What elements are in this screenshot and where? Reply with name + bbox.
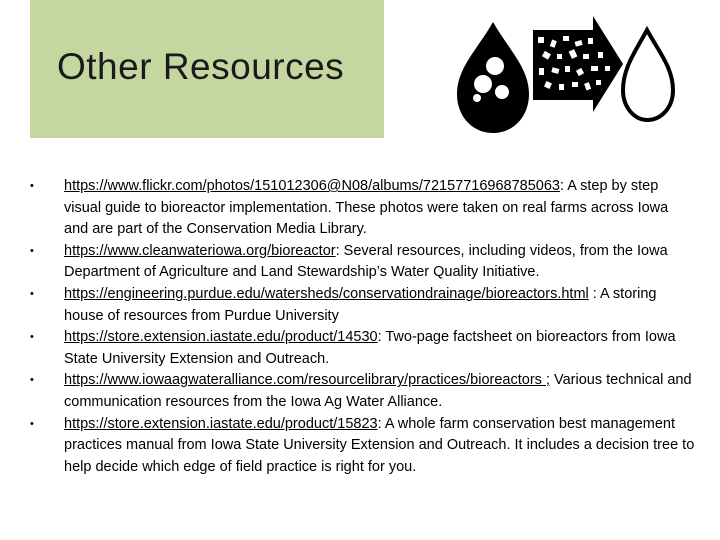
resource-link[interactable]: https://store.extension.iastate.edu/product/14530 bbox=[64, 329, 378, 346]
bullet-icon: • bbox=[30, 287, 34, 300]
resource-link[interactable]: https://www.cleanwateriowa.org/bioreactor bbox=[64, 242, 336, 259]
resource-link[interactable]: https://www.flickr.com/photos/151012306@N08/albums/72157716968785063 bbox=[64, 178, 560, 194]
list-item bbox=[30, 327, 696, 370]
water-droplets-filter-icon bbox=[455, 16, 677, 136]
resource-description: : Several resources, including videos, from the Iowa Department of Agriculture and Land Stewardship’s Water Quality Initiative. bbox=[64, 242, 668, 281]
resource-description: : A whole farm conservation best management practices manual from Iowa State University Extension and Outreach. It includes a decision tree to help decide which edge of field practice is right for you. bbox=[64, 415, 695, 475]
bullet-icon: • bbox=[30, 374, 34, 387]
resource-description: Various technical and communication resources from the Iowa Ag Water Alliance. bbox=[64, 372, 692, 410]
list-item bbox=[30, 370, 696, 413]
slide-title: Other Resources bbox=[57, 46, 345, 87]
resource-description: : Two-page factsheet on bioreactors from Iowa State University Extension and Outreach. bbox=[64, 329, 676, 367]
resource-list bbox=[30, 176, 696, 478]
bullet-icon: • bbox=[30, 331, 34, 344]
list-item bbox=[30, 176, 696, 241]
bullet-icon: • bbox=[30, 417, 34, 430]
resource-link[interactable]: https://store.extension.iastate.edu/product/15823 bbox=[64, 415, 378, 432]
list-item bbox=[30, 241, 696, 284]
bullet-icon: • bbox=[30, 244, 34, 257]
bullet-icon: • bbox=[30, 180, 34, 192]
resource-link[interactable]: https://www.iowaagwateralliance.com/resourcelibrary/practices/bioreactors ; bbox=[64, 372, 550, 389]
list-item bbox=[30, 284, 696, 327]
resource-link[interactable]: https://engineering.purdue.edu/watersheds/conservationdrainage/bioreactors.html bbox=[64, 285, 589, 302]
resource-description: : A step by step visual guide to bioreactor implementation. These photos were taken on real farms across Iowa and are part of the Conservation Media Library. bbox=[64, 178, 669, 238]
list-item bbox=[30, 414, 696, 479]
resource-description: : A storing house of resources from Purdue University bbox=[64, 285, 657, 324]
title-block bbox=[30, 0, 384, 138]
